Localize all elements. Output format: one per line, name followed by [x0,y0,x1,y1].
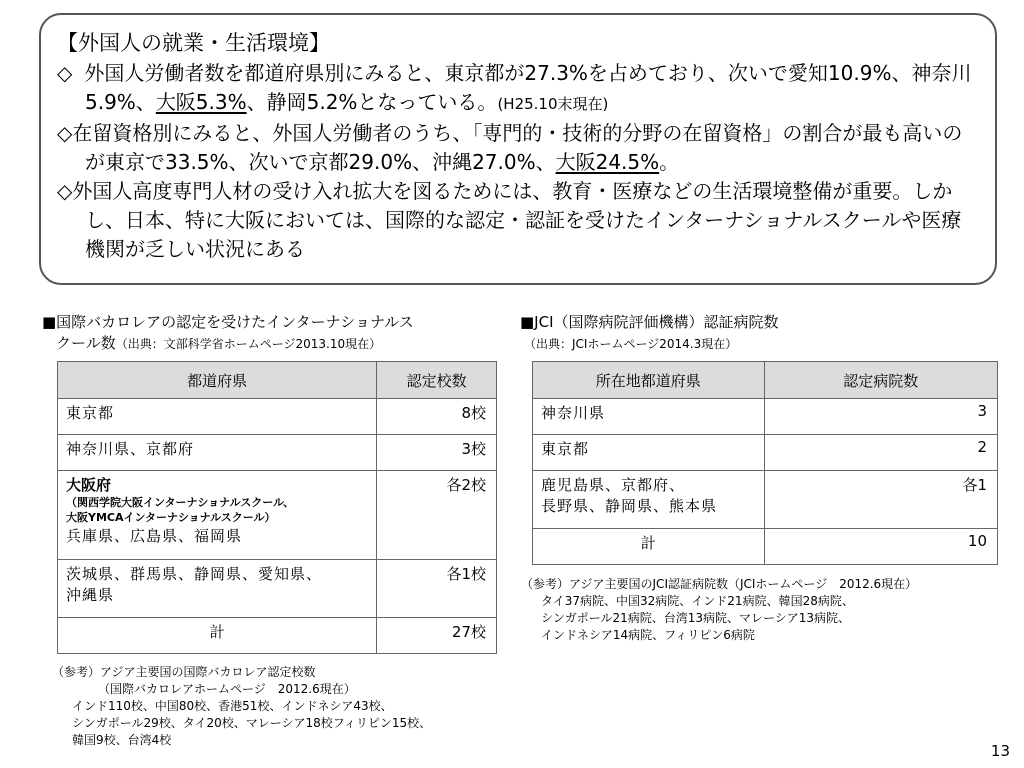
jci-heading-line1: ■JCI（国際病院評価機構）認証病院数 [520,313,779,331]
bullet-1-marker: ◇ [57,61,73,85]
bullet-1-text: 外国人労働者数を都道府県別にみると、東京都が27.3%を占めており、次いで愛知10.9%、神奈川5.9%、 [84,61,972,114]
table-row [58,399,497,435]
ib-osaka-school-2: 大阪YMCAインターナショナルスクール） [66,511,276,524]
jci-total-count: 10 [764,529,997,565]
ib-total-label: 計 [58,618,377,654]
ib-source: （出典：文部科学省ホームページ [115,337,296,351]
bullet-1-underlined: 大阪5.3% [155,90,247,114]
ib-heading-line2: クール数 [56,334,116,352]
ib-row-count: 各2校 [377,471,497,560]
jci-row-count: 2 [764,435,997,471]
bullet-1-note: (H25.10末現在) [497,95,609,113]
ib-row-pref: 神奈川県、京都府 [58,435,377,471]
ib-col-header-count: 認定校数 [377,362,497,399]
ib-row-count: 8校 [377,399,497,435]
ib-osaka-pref: 大阪府 [66,476,112,494]
bullet-2 [57,119,981,177]
bullet-2-text: ◇在留資格別にみると、外国人労働者のうち、「専門的・技術的分野の在留資格」の割合が最も高いのが東京で33.5%、次いで京都29.0%、沖縄27.0%、 [57,121,963,174]
ib-osaka-school-1: （関西学院大阪インターナショナルスクール、 [66,496,295,509]
jci-note-line: タイ37病院、中国32病院、インド21病院、韓国28病院、 [541,594,854,608]
table-row [533,399,998,435]
summary-box [39,13,997,285]
jci-source-date: 2014.3現在） [659,337,738,351]
ib-heading [42,312,414,355]
bullet-3: ◇外国人高度専門人材の受け入れ拡大を図るためには、教育・医療などの生活環境整備が重要。しかし、日本、特に大阪においては、国際的な認定・認証を受けたインターナショナルスクールや医療機関が乏しい状況にある [57,179,962,261]
bullet-2-after: 。 [659,150,680,174]
ib-school-table [57,361,497,654]
summary-title: 【外国人の就業・生活環境】 [57,31,330,55]
table-row [58,435,497,471]
jci-row-count: 各1 [764,471,997,529]
table-row [58,560,497,618]
jci-reference-notes [521,576,917,644]
table-row [533,435,998,471]
ib-note-title: （参考）アジア主要国の国際バカロレア認定校数 [52,665,316,679]
ib-total-count: 27校 [377,618,497,654]
jci-row-pref: 東京都 [533,435,765,471]
ib-row-pref: 東京都 [58,399,377,435]
jci-note-line: インドネシア14病院、フィリピン6病院 [541,628,755,642]
ib-reference-notes [52,664,431,749]
ib-source-date: 2013.10現在） [295,337,382,351]
jci-total-label: 計 [533,529,765,565]
jci-col-header-pref: 所在地都道府県 [533,362,765,399]
jci-row3-line2: 長野県、静岡県、熊本県 [541,497,718,515]
jci-row-pref: 神奈川県 [533,399,765,435]
ib-col-header-pref: 都道府県 [58,362,377,399]
table-row [533,471,998,529]
jci-heading [520,312,779,355]
ib-note-line: シンガポール29校、タイ20校、マレーシア18校フィリピン15校、 [72,716,432,730]
jci-note-line: シンガポール21病院、台湾13病院、マレーシア13病院、 [541,611,851,625]
jci-row3-line1: 鹿児島県、京都府、 [541,476,686,494]
bullet-2-underlined: 大阪24.5% [555,150,660,174]
ib-note-line: インド110校、中国80校、香港51校、インドネシア43校、 [72,699,393,713]
ib-note-line: 韓国9校、台湾4校 [72,733,172,747]
ib-osaka-rest: 兵庫県、広島県、福岡県 [66,527,243,545]
jci-source: （出典：JCIホームページ [524,337,660,351]
table-row [58,618,497,654]
ib-row-count: 3校 [377,435,497,471]
table-row [533,529,998,565]
jci-hospital-table [532,361,998,565]
jci-col-header-count: 認定病院数 [764,362,997,399]
bullet-1-after: 、静岡5.2%となっている。 [246,90,498,114]
ib-row-count: 各1校 [377,560,497,618]
bullet-1 [57,59,981,119]
ib-heading-line1: ■国際バカロレアの認定を受けたインターナショナルス [42,313,414,331]
ib-note-source: （国際バカロレアホームページ 2012.6現在） [98,682,356,696]
table-row [58,471,497,560]
page-number: 13 [990,742,1010,760]
ib-row4-line1: 茨城県、群馬県、静岡県、愛知県、 [66,565,323,583]
jci-note-title: （参考）アジア主要国のJCI認証病院数（JCIホームページ 2012.6現在） [521,577,918,591]
ib-row4-line2: 沖縄県 [66,586,115,604]
jci-row-count: 3 [764,399,997,435]
